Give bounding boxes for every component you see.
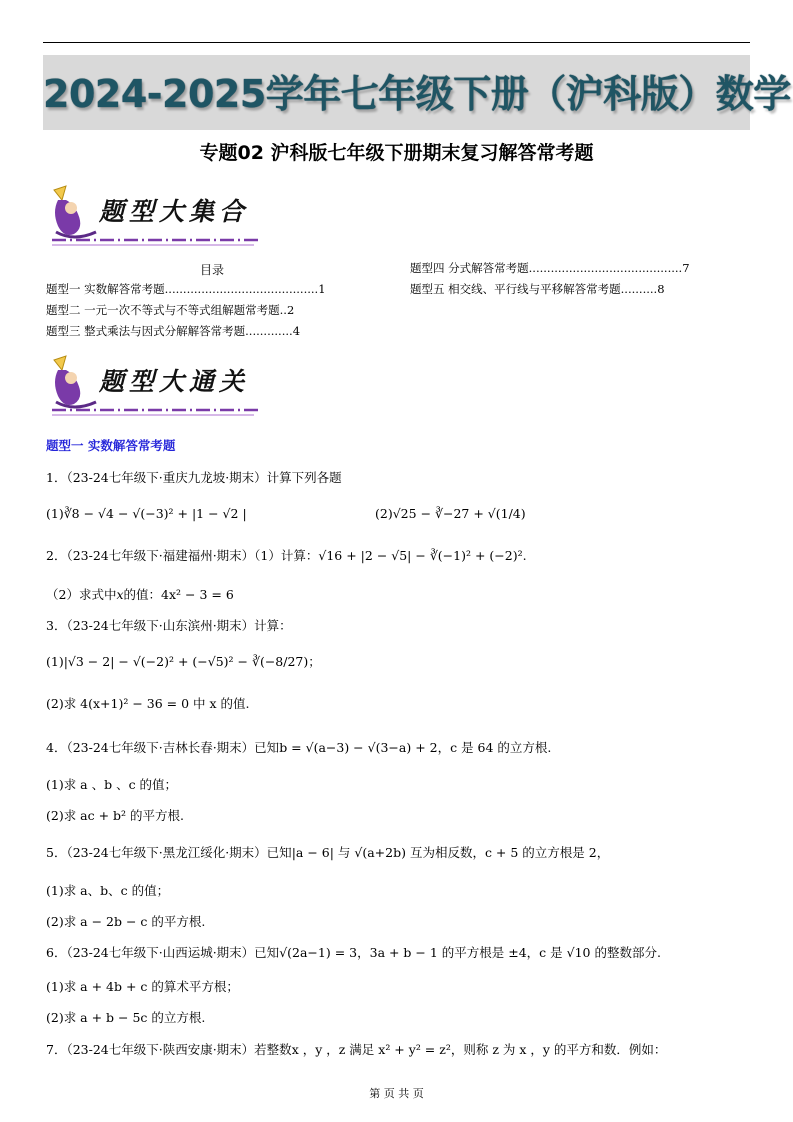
toc-entry[interactable] bbox=[46, 279, 326, 300]
toc-entry-label: 题型一 实数解答常考题 bbox=[46, 282, 165, 296]
question-1-part-b: (2)√25 − ∛−27 + √(1/4) bbox=[375, 506, 526, 521]
logo-text: 题型大通关 bbox=[99, 367, 250, 396]
toc-leader: .. bbox=[279, 303, 287, 317]
top-rule bbox=[43, 42, 750, 43]
question-1-stem: 1．（23-24七年级下·重庆九龙坡·期末）计算下列各题 bbox=[46, 470, 342, 485]
question-1-part-a: (1)∛8 − √4 − √(−3)² + |1 − √2 | bbox=[46, 506, 247, 521]
question-2-part-2: （2）求式中x的值：4x² − 3 = 6 bbox=[46, 587, 234, 602]
toc-entry-label: 题型三 整式乘法与因式分解解答常考题 bbox=[46, 324, 246, 338]
section-logo-collection bbox=[44, 182, 274, 252]
toc-right-column bbox=[410, 258, 690, 300]
toc-entry[interactable] bbox=[410, 258, 690, 279]
question-4-stem: 4．（23-24七年级下·吉林长春·期末）已知b = √(a−3) − √(3−a) + 2，c 是 64 的立方根. bbox=[46, 740, 552, 755]
question-6-part-b: (2)求 a + b − 5c 的立方根. bbox=[46, 1010, 206, 1025]
question-5-part-a: (1)求 a、b、c 的值； bbox=[46, 883, 170, 898]
question-7-stem: 7．（23-24七年级下·陕西安康·期末）若整数x ，y ，z 满足 x² + y² = z²，则称 z 为 x ，y 的平方和数．例如： bbox=[46, 1042, 667, 1057]
toc-leader: .......................................... bbox=[528, 261, 683, 275]
toc-leader: ............. bbox=[245, 324, 293, 338]
logo-text: 题型大集合 bbox=[99, 197, 250, 226]
toc-entry-page: 2 bbox=[286, 303, 295, 317]
toc-leader: .......... bbox=[620, 282, 658, 296]
toc-entry-page: 4 bbox=[292, 324, 301, 338]
section-title: 题型一 实数解答常考题 bbox=[46, 438, 176, 453]
page-footer: 第 页 共 页 bbox=[369, 1087, 424, 1100]
question-3-part-b: (2)求 4(x+1)² − 36 = 0 中 x 的值. bbox=[46, 696, 250, 711]
question-5-part-b: (2)求 a − 2b − c 的平方根. bbox=[46, 914, 206, 929]
section-logo-challenge bbox=[44, 352, 274, 422]
toc-leader: .......................................... bbox=[164, 282, 319, 296]
question-6-part-a: (1)求 a + 4b + c 的算术平方根； bbox=[46, 979, 239, 994]
toc-entry-label: 题型四 分式解答常考题 bbox=[410, 261, 529, 275]
question-3-part-a: (1)|√3 − 2| − √(−2)² + (−√5)² − ∛(−8/27)； bbox=[46, 654, 321, 669]
question-5-stem: 5．（23-24七年级下·黑龙江绥化·期末）已知|a − 6| 与 √(a+2b) 互为相反数，c + 5 的立方根是 2， bbox=[46, 845, 610, 860]
question-4-part-a: (1)求 a 、b 、c 的值； bbox=[46, 777, 178, 792]
question-6-stem: 6．（23-24七年级下·山西运城·期末）已知√(2a−1) = 3，3a + b − 1 的平方根是 ±4，c 是 √10 的整数部分. bbox=[46, 945, 661, 960]
toc-left-column bbox=[46, 279, 326, 342]
toc-entry[interactable] bbox=[46, 321, 326, 342]
toc-entry[interactable] bbox=[46, 300, 326, 321]
toc-entry-label: 题型五 相交线、平行线与平移解答常考题 bbox=[410, 282, 621, 296]
toc-entry-page: 7 bbox=[682, 261, 690, 275]
toc-entry-label: 题型二 一元一次不等式与不等式组解题常考题 bbox=[46, 303, 280, 317]
question-3-stem: 3．（23-24七年级下·山东滨州·期末）计算： bbox=[46, 618, 292, 633]
toc-entry[interactable] bbox=[410, 279, 690, 300]
toc-heading: 目录 bbox=[200, 263, 225, 277]
title-banner bbox=[43, 55, 791, 130]
question-2-stem: 2．（23-24七年级下·福建福州·期末）（1）计算：√16 + |2 − √5| − ∛(−1)² + (−2)². bbox=[46, 548, 527, 563]
toc-entry-page: 1 bbox=[318, 282, 326, 296]
banner-title: 2024-2025学年七年级下册（沪科版）数学 bbox=[43, 72, 791, 116]
question-4-part-b: (2)求 ac + b² 的平方根. bbox=[46, 808, 185, 823]
document-subtitle: 专题02 沪科版七年级下册期末复习解答常考题 bbox=[199, 142, 594, 164]
toc-entry-page: 8 bbox=[657, 282, 665, 296]
